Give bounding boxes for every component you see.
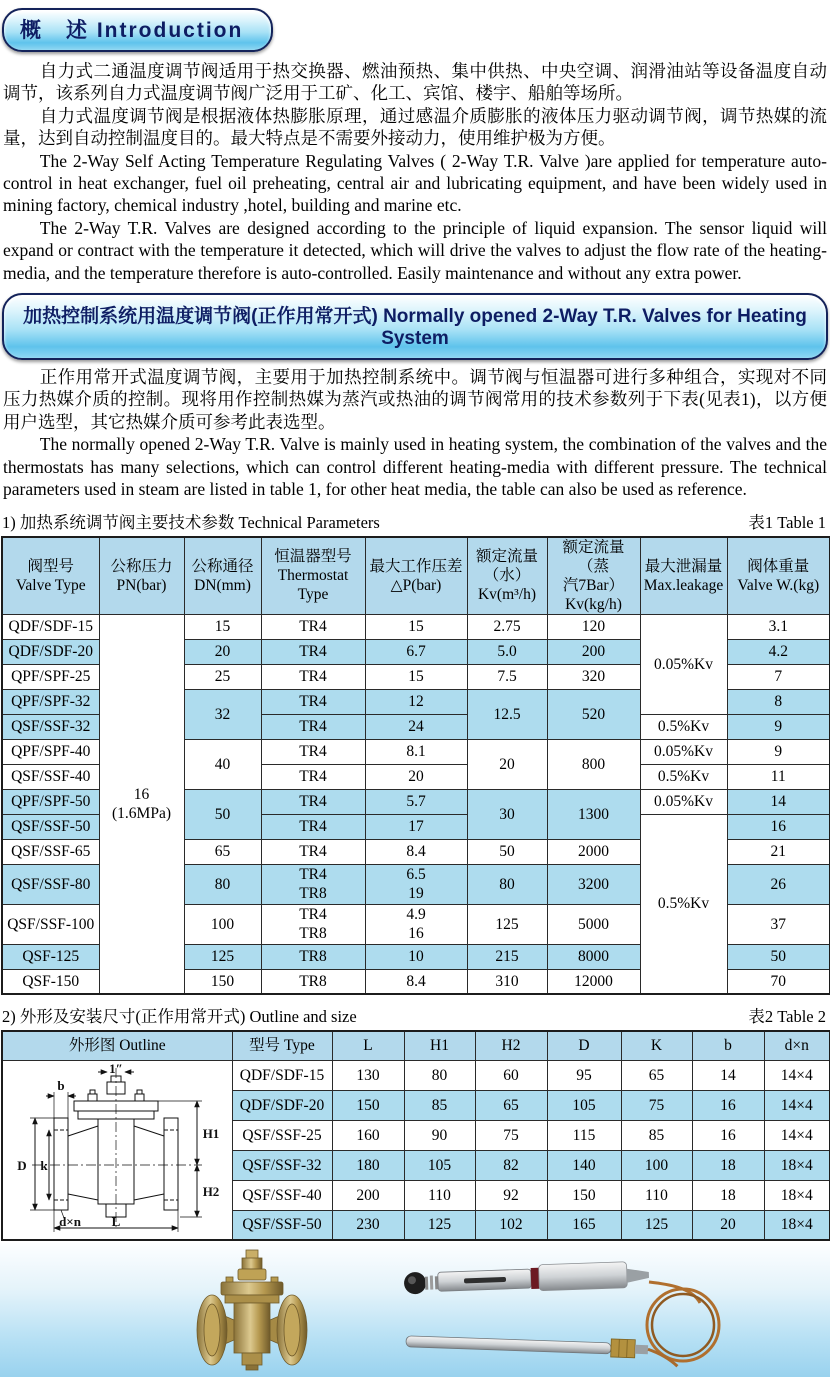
table-cell: 110 xyxy=(621,1180,692,1210)
table-cell: 32 xyxy=(184,689,261,739)
table-cell: 14 xyxy=(727,789,830,814)
table-cell: 9 xyxy=(727,714,830,739)
intro-paragraph-en-1: The 2-Way Self Acting Temperature Regulating Valves ( 2-Way T.R. Valve )are applied for temperature auto-control in heat exchanger, fuel oil preheating, central air and lubricating equipment, and have been widely used in mining factory, chemical industry ,hotel, building and marine etc. xyxy=(3,150,827,216)
table-cell: QPF/SPF-50 xyxy=(2,789,99,814)
table-cell: 20 xyxy=(365,764,467,789)
table-cell: 85 xyxy=(621,1120,692,1150)
table-cell: 0.05%Kv xyxy=(640,789,727,814)
table-cell: 12.5 xyxy=(467,689,547,739)
column-header: b xyxy=(692,1031,764,1060)
table-cell: QSF/SSF-80 xyxy=(2,864,99,904)
table-cell: 14×4 xyxy=(764,1060,830,1090)
table-cell: 10 xyxy=(365,944,467,969)
heating-paragraph-cn: 正作用常开式温度调节阀，主要用于加热控制系统中。调节阀与恒温器可进行多种组合，实现对不同压力热媒介质的控制。现将用作控制热媒为蒸汽或热油的调节阀常用的技术参数列于下表(见表1)，以方便用户选型，其它热媒介质可参考此表选型。 xyxy=(3,367,827,432)
table-cell: QSF/SSF-40 xyxy=(2,764,99,789)
table-cell: 100 xyxy=(621,1150,692,1180)
table-cell: 150 xyxy=(184,969,261,994)
table-cell: QDF/SDF-15 xyxy=(2,614,99,639)
table-cell: 30 xyxy=(467,789,547,839)
table-cell: 14×4 xyxy=(764,1120,830,1150)
table-cell: 40 xyxy=(184,739,261,789)
column-header: 阀型号 Valve Type xyxy=(2,537,99,615)
column-header: 阀体重量 Valve W.(kg) xyxy=(727,537,830,615)
table-cell: 130 xyxy=(332,1060,404,1090)
table-cell: 115 xyxy=(547,1120,621,1150)
table-cell: 7.5 xyxy=(467,664,547,689)
table-cell: 18 xyxy=(692,1150,764,1180)
table-cell: 4.9 16 xyxy=(365,904,467,944)
table-cell: 3200 xyxy=(547,864,640,904)
header-row xyxy=(2,537,830,615)
table-cell: QSF/SSF-50 xyxy=(232,1210,332,1240)
table-row xyxy=(2,614,830,639)
header-row xyxy=(2,1031,830,1060)
heating-paragraph-en: The normally opened 2-Way T.R. Valve is mainly used in heating system, the combination of the valves and the thermostats has many selections, which can control different heating-media with different pressure. The technical parameters used in steam are listed in table 1, for other heat media, the table can also be used as reference. xyxy=(3,434,827,500)
heating-text-block xyxy=(0,366,830,500)
table-cell: TR8 xyxy=(261,944,365,969)
table-cell: 310 xyxy=(467,969,547,994)
outline-dim-top: 1″ xyxy=(109,1061,124,1076)
table-cell: 6.5 19 xyxy=(365,864,467,904)
table-cell: 215 xyxy=(467,944,547,969)
thermostat-sensor-photo xyxy=(398,1251,728,1373)
table-cell: QSF/SSF-32 xyxy=(232,1150,332,1180)
table-cell: 0.05%Kv xyxy=(640,614,727,714)
table-cell: 70 xyxy=(727,969,830,994)
table-cell: 17 xyxy=(365,814,467,839)
table-cell: QDF/SDF-20 xyxy=(232,1090,332,1120)
table-cell: QSF/SSF-32 xyxy=(2,714,99,739)
table-cell: 18×4 xyxy=(764,1210,830,1240)
table-cell: TR4 TR8 xyxy=(261,864,365,904)
table-cell: 5.7 xyxy=(365,789,467,814)
table-cell: 165 xyxy=(547,1210,621,1240)
table-cell: TR4 xyxy=(261,764,365,789)
table-cell: 60 xyxy=(475,1060,547,1090)
table-cell: 15 xyxy=(184,614,261,639)
table-cell: TR4 xyxy=(261,664,365,689)
table-cell: 110 xyxy=(404,1180,475,1210)
column-header: d×n xyxy=(764,1031,830,1060)
table-cell: 2000 xyxy=(547,839,640,864)
table-cell: 24 xyxy=(365,714,467,739)
table-cell: 18×4 xyxy=(764,1180,830,1210)
table2-caption xyxy=(2,1003,826,1027)
table-cell: 50 xyxy=(727,944,830,969)
outline-dim-k: k xyxy=(40,1157,48,1173)
table-cell: QPF/SPF-25 xyxy=(2,664,99,689)
outline-dim-d: D xyxy=(17,1157,27,1173)
table1-caption-number: 表1 Table 1 xyxy=(748,512,826,532)
intro-text-block xyxy=(0,60,830,284)
intro-paragraph-cn-2: 自力式温度调节阀是根据液体热膨胀原理，通过感温介质膨胀的液体压力驱动调节阀，调节热媒的流量，达到自动控制温度目的。最大特点是不需要外接动力，使用维护极为方便。 xyxy=(3,105,827,149)
table-cell: QDF/SDF-15 xyxy=(232,1060,332,1090)
table-cell: 180 xyxy=(332,1150,404,1180)
valve-outline-drawing xyxy=(4,1062,230,1238)
table-cell: 80 xyxy=(404,1060,475,1090)
table-cell: 26 xyxy=(727,864,830,904)
table-cell: 8 xyxy=(727,689,830,714)
table-cell: 16 xyxy=(692,1120,764,1150)
table-cell: 65 xyxy=(184,839,261,864)
outline-dim-h1: H1 xyxy=(202,1125,220,1141)
table-cell: 82 xyxy=(475,1150,547,1180)
column-header: K xyxy=(621,1031,692,1060)
table-cell: 92 xyxy=(475,1180,547,1210)
table-cell: 75 xyxy=(475,1120,547,1150)
outline-dim-h2: H2 xyxy=(202,1183,220,1199)
table-cell: 65 xyxy=(475,1090,547,1120)
column-header: 外形图 Outline xyxy=(2,1031,232,1060)
table-cell: 0.05%Kv xyxy=(640,739,727,764)
table-cell: 125 xyxy=(467,904,547,944)
table-cell: 8.1 xyxy=(365,739,467,764)
table-cell: 15 xyxy=(365,614,467,639)
table-cell: 0.5%Kv xyxy=(640,764,727,789)
table-cell: TR4 xyxy=(261,639,365,664)
table-cell: 125 xyxy=(404,1210,475,1240)
table-cell: 320 xyxy=(547,664,640,689)
table-cell: 90 xyxy=(404,1120,475,1150)
table-cell: 160 xyxy=(332,1120,404,1150)
table-cell: 75 xyxy=(621,1090,692,1120)
table-cell: 120 xyxy=(547,614,640,639)
column-header: 最大泄漏量 Max.leakage xyxy=(640,537,727,615)
table-cell: 4.2 xyxy=(727,639,830,664)
table-cell: 105 xyxy=(547,1090,621,1120)
table-cell: TR4 xyxy=(261,814,365,839)
table-cell: 8.4 xyxy=(365,969,467,994)
table-cell xyxy=(2,1060,232,1240)
table-cell: 100 xyxy=(184,904,261,944)
intro-section-badge: 概 述 Introduction xyxy=(2,8,273,52)
table-cell: 50 xyxy=(467,839,547,864)
table-cell: QSF/SSF-40 xyxy=(232,1180,332,1210)
table-cell: TR8 xyxy=(261,969,365,994)
table-cell: 3.1 xyxy=(727,614,830,639)
outline-dim-l: L xyxy=(111,1213,121,1229)
table-cell: 80 xyxy=(184,864,261,904)
table-cell: QSF/SSF-100 xyxy=(2,904,99,944)
column-header: 型号 Type xyxy=(232,1031,332,1060)
table-cell: 0.5%Kv xyxy=(640,814,727,994)
table-cell: 16 xyxy=(727,814,830,839)
table-cell: QPF/SPF-40 xyxy=(2,739,99,764)
table1-caption xyxy=(2,509,826,533)
table-cell: TR4 xyxy=(261,689,365,714)
table-cell: TR4 xyxy=(261,839,365,864)
table1-caption-title: 1) 加热系统调节阀主要技术参数 Technical Parameters xyxy=(2,512,380,532)
table-cell: 21 xyxy=(727,839,830,864)
table-cell: 6.7 xyxy=(365,639,467,664)
table-cell: 80 xyxy=(467,864,547,904)
table-cell: 65 xyxy=(621,1060,692,1090)
table-cell: 50 xyxy=(184,789,261,839)
table-cell: 150 xyxy=(332,1090,404,1120)
column-header: D xyxy=(547,1031,621,1060)
column-header: H2 xyxy=(475,1031,547,1060)
table-cell: 102 xyxy=(475,1210,547,1240)
table-cell: 140 xyxy=(547,1150,621,1180)
column-header: 额定流量（蒸 汽7Bar） Kv(kg/h) xyxy=(547,537,640,615)
table-cell: QPF/SPF-32 xyxy=(2,689,99,714)
table-cell: QSF/SSF-25 xyxy=(232,1120,332,1150)
table-cell: 8.4 xyxy=(365,839,467,864)
column-header: H1 xyxy=(404,1031,475,1060)
column-header: 公称压力 PN(bar) xyxy=(99,537,184,615)
table-cell: 125 xyxy=(621,1210,692,1240)
table-cell: QSF/SSF-50 xyxy=(2,814,99,839)
heating-section-badge: 加热控制系统用温度调节阀(正作用常开式) Normally opened 2-Way T.R. Valves for Heating System xyxy=(2,293,828,360)
table-cell: 14×4 xyxy=(764,1090,830,1120)
table-cell: TR4 xyxy=(261,789,365,814)
table-cell: QSF-125 xyxy=(2,944,99,969)
technical-parameters-table xyxy=(1,536,830,996)
column-header: 最大工作压差 △P(bar) xyxy=(365,537,467,615)
table2-caption-title: 2) 外形及安装尺寸(正作用常开式) Outline and size xyxy=(2,1007,357,1026)
product-photo-strip xyxy=(0,1243,830,1377)
table-cell: TR4 TR8 xyxy=(261,904,365,944)
column-header: 额定流量 （水） Kv(m³/h) xyxy=(467,537,547,615)
table-cell: 9 xyxy=(727,739,830,764)
table-cell: 125 xyxy=(184,944,261,969)
intro-paragraph-en-2: The 2-Way T.R. Valves are designed according to the principle of liquid expansion. The sensor liquid will expand or contract with the temperature it detected, which will drive the valves to adjust the flow rate of the heating-media, and the temperature therefore is auto-controlled. Easily maintenance and without any extra power. xyxy=(3,217,827,283)
column-header: L xyxy=(332,1031,404,1060)
table-cell: 8000 xyxy=(547,944,640,969)
table-cell: 15 xyxy=(365,664,467,689)
outline-size-table xyxy=(1,1030,830,1241)
table-cell: 12 xyxy=(365,689,467,714)
table-cell: QSF/SSF-65 xyxy=(2,839,99,864)
outline-dim-dn: d×n xyxy=(59,1213,82,1229)
table-cell: TR4 xyxy=(261,739,365,764)
table-cell: 25 xyxy=(184,664,261,689)
table-cell: TR4 xyxy=(261,714,365,739)
table-cell: 520 xyxy=(547,689,640,739)
table-cell: 12000 xyxy=(547,969,640,994)
table-cell: 230 xyxy=(332,1210,404,1240)
outline-dim-b: b xyxy=(57,1077,65,1093)
table-cell: 5.0 xyxy=(467,639,547,664)
table-cell: 16 (1.6MPa) xyxy=(99,614,184,994)
table-cell: 200 xyxy=(332,1180,404,1210)
table-cell: 37 xyxy=(727,904,830,944)
table-cell: 0.5%Kv xyxy=(640,714,727,739)
table-cell: 7 xyxy=(727,664,830,689)
table-row xyxy=(2,1060,830,1090)
table-cell: 105 xyxy=(404,1150,475,1180)
table-cell: 85 xyxy=(404,1090,475,1120)
table-cell: 20 xyxy=(184,639,261,664)
table-cell: 800 xyxy=(547,739,640,789)
table-cell: 18×4 xyxy=(764,1150,830,1180)
intro-paragraph-cn-1: 自力式二通温度调节阀适用于热交换器、燃油预热、集中供热、中央空调、润滑油站等设备温度自动调节，该系列自力式温度调节阀广泛用于工矿、化工、宾馆、楼宇、船舶等场所。 xyxy=(3,61,827,104)
table-cell: TR4 xyxy=(261,614,365,639)
table-cell: 1300 xyxy=(547,789,640,839)
table-cell: 14 xyxy=(692,1060,764,1090)
table-cell: 95 xyxy=(547,1060,621,1090)
table-cell: 18 xyxy=(692,1180,764,1210)
table-cell: 11 xyxy=(727,764,830,789)
table-cell: 20 xyxy=(467,739,547,789)
column-header: 恒温器型号 Thermostat Type xyxy=(261,537,365,615)
table-cell: QDF/SDF-20 xyxy=(2,639,99,664)
table2-caption-number: 表2 Table 2 xyxy=(748,1007,826,1026)
table-cell: QSF-150 xyxy=(2,969,99,994)
table-cell: 5000 xyxy=(547,904,640,944)
table-cell: 20 xyxy=(692,1210,764,1240)
column-header: 公称通径 DN(mm) xyxy=(184,537,261,615)
table-cell: 2.75 xyxy=(467,614,547,639)
table-cell: 16 xyxy=(692,1090,764,1120)
table-cell: 200 xyxy=(547,639,640,664)
table-cell: 150 xyxy=(547,1180,621,1210)
valve-product-photo xyxy=(193,1248,311,1372)
